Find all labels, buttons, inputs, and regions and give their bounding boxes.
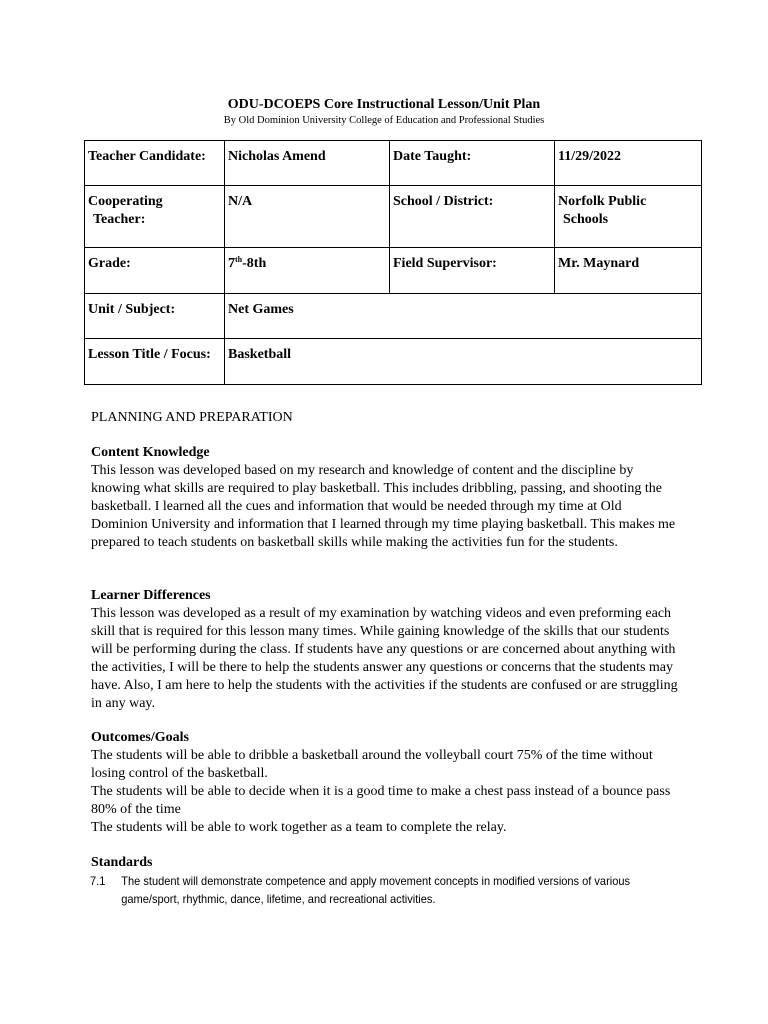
date-taught-label: Date Taught: — [390, 141, 555, 186]
cooperating-label-line1: Cooperating — [88, 194, 163, 209]
field-supervisor-label: Field Supervisor: — [390, 248, 555, 294]
unit-subject-label: Unit / Subject: — [85, 294, 225, 339]
table-row — [85, 339, 702, 385]
school-district-label: School / District: — [390, 186, 555, 248]
lesson-info-table — [84, 140, 702, 385]
cooperating-teacher-label — [85, 186, 225, 248]
standards-item — [90, 872, 642, 908]
unit-subject-value: Net Games — [225, 294, 702, 339]
grade-number: 7 — [228, 256, 235, 271]
grade-value — [225, 248, 390, 294]
lesson-title-label: Lesson Title / Focus: — [85, 339, 225, 385]
grade-label: Grade: — [85, 248, 225, 294]
standards-heading-text: Standards — [91, 855, 153, 870]
table-row — [85, 294, 702, 339]
outcome-item: The students will be able to dribble a basketball around the volleyball court 75% of the time without losing control of the basketball. — [91, 748, 653, 781]
school-value-line1: Norfolk Public — [558, 194, 647, 209]
cooperating-label-line2: Teacher: — [93, 212, 146, 227]
content-knowledge-heading: Content Knowledge — [91, 445, 210, 460]
grade-rest: -8th — [242, 256, 267, 271]
grade-superscript: th — [235, 255, 243, 264]
table-row — [85, 248, 702, 294]
teacher-candidate-value: Nicholas Amend — [225, 141, 390, 186]
table-row — [85, 186, 702, 248]
date-taught-value: 11/29/2022 — [555, 141, 702, 186]
learner-differences-heading: Learner Differences — [91, 588, 211, 603]
cooperating-teacher-value: N/A — [225, 186, 390, 248]
teacher-candidate-label: Teacher Candidate: — [85, 141, 225, 186]
standard-number: 7.1 — [90, 874, 106, 888]
standard-text: The student will demonstrate competence and apply movement concepts in modified versions of various game/sport, rhythmic, dance, lifetime, and recreational activities. — [121, 874, 631, 906]
outcomes-heading: Outcomes/Goals — [91, 730, 189, 745]
school-value-line2: Schools — [563, 212, 609, 227]
document-title: ODU-DCOEPS Core Instructional Lesson/Unit Plan — [227, 97, 541, 112]
learner-differences-text: This lesson was developed as a result of my examination by watching videos and even preforming each skill that is required for this lesson many times. While gaining knowledge of the skills that our students will be performing during the class. If students have any questions or are concerned about anything with the activities, I will be there to help the students answer any questions or concerns that the students may have. Also, I am here to help the students with the activities if the students are confused or are struggling in any way. — [91, 606, 678, 711]
school-district-value — [555, 186, 702, 248]
lesson-title-value: Basketball — [225, 339, 702, 385]
outcome-item: The students will be able to decide when it is a good time to make a chest pass instead of a bounce pass 80% of the time — [91, 784, 671, 817]
outcome-item: The students will be able to work together as a team to complete the relay. — [91, 820, 507, 835]
content-knowledge-section — [91, 444, 681, 552]
standards-heading — [91, 854, 681, 872]
document-subtitle: By Old Dominion University College of Education and Professional Studies — [223, 115, 545, 126]
content-knowledge-text: This lesson was developed based on my research and knowledge of content and the discipline by knowing what skills are required to play basketball. This includes dribbling, passing, and shooting the basketball. I learned all the cues and information that would be needed through my time at Old Dominion University and information that I learned through my time playing basketball. This makes me prepared to teach students on basketball skills while making the activities fun for the students. — [91, 463, 676, 550]
field-supervisor-value: Mr. Maynard — [555, 248, 702, 294]
learner-differences-section — [91, 587, 681, 713]
table-row — [85, 141, 702, 186]
planning-heading: PLANNING AND PREPARATION — [91, 410, 293, 425]
outcomes-section — [91, 729, 681, 837]
